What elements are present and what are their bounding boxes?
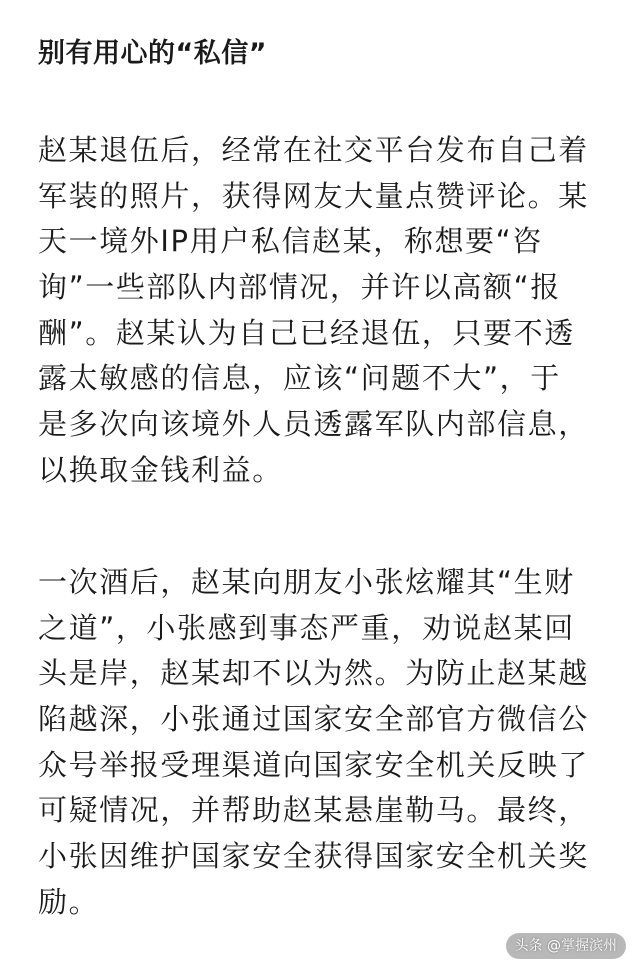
paragraph-line: 可疑情况，并帮助赵某悬崖勒马。最终， [38,793,589,828]
paragraph-line: 一次酒后，赵某向朋友小张炫耀其“生财 [38,565,575,599]
paragraph-line: 是多次向该境外人员透露军队内部信息， [38,407,589,442]
paragraph-line: 励。 [38,884,100,919]
paragraph-line: 头是岸，赵某却不以为然。为防止赵某越 [38,656,589,691]
paragraph-line: 赵某退伍后，经常在社交平台发布自己着 [38,133,589,167]
paragraph-2 [38,560,604,926]
paragraph-line: 军装的照片，获得网友大量点赞评论。某 [38,178,589,213]
paragraph-line: 之道”，小张感到事态严重，劝说赵某回 [38,610,575,645]
paragraph-line: 露太敏感的信息，应该“问题不大”，于 [38,361,561,396]
paragraph-1 [38,128,604,494]
paragraph-line: 陷越深，小张通过国家安全部官方微信公 [38,702,589,737]
article-title: 别有用心的“私信” [38,38,267,69]
paragraph-line: 询”一些部队内部情况，并许以高额“报 [38,270,561,305]
source-watermark: 头条 @掌握滨州 [506,933,626,959]
paragraph-line: 酬”。赵某认为自己已经退伍，只要不透 [38,315,575,350]
paragraph-line: 天一境外IP用户私信赵某，称想要“咨 [38,224,543,259]
paragraph-line: 以换取金钱利益。 [38,452,283,487]
paragraph-line: 小张因维护国家安全获得国家安全机关奖 [38,839,589,874]
paragraph-line: 众号举报受理渠道向国家安全机关反映了 [38,747,589,782]
